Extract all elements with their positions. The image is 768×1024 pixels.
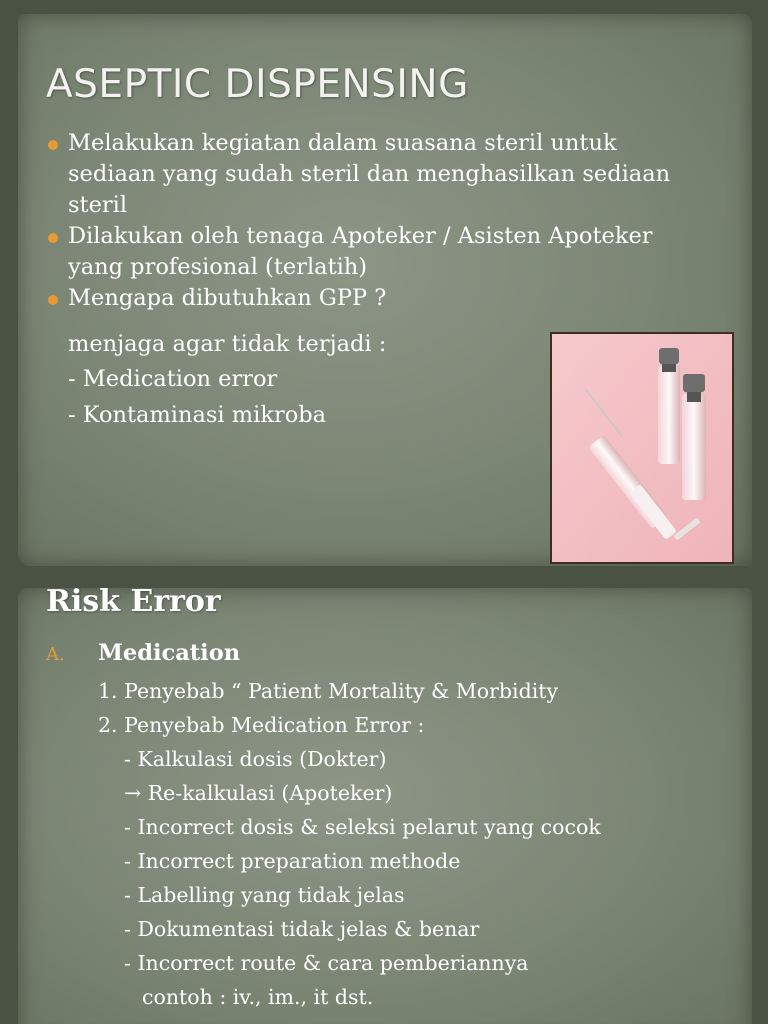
bullet-dot-icon xyxy=(48,295,58,305)
detail-line: contoh : iv., im., it dst. xyxy=(142,985,374,1009)
bullet-dot-icon xyxy=(48,140,58,150)
bullet-line: steril xyxy=(68,192,128,218)
list-marker: A. xyxy=(46,644,65,665)
detail-line: - Incorrect route & cara pemberiannya xyxy=(124,951,529,975)
detail-line: → Re-kalkulasi (Apoteker) xyxy=(124,781,393,805)
slide-risk-error xyxy=(0,576,768,1024)
detail-line: - Dokumentasi tidak jelas & benar xyxy=(124,917,480,941)
bullet-dot-icon xyxy=(48,233,58,243)
plain-line: menjaga agar tidak terjadi : xyxy=(68,331,387,357)
bullet-line: yang profesional (terlatih) xyxy=(68,254,368,280)
slide-title: ASEPTIC DISPENSING xyxy=(46,62,469,107)
bullet-list xyxy=(68,128,728,314)
detail-line: - Incorrect dosis & seleksi pelarut yang cocok xyxy=(124,815,601,839)
bullet-item xyxy=(68,283,728,314)
bullet-item xyxy=(68,128,728,221)
bullet-line: Mengapa dibutuhkan GPP ? xyxy=(68,285,387,311)
detail-line: - Labelling yang tidak jelas xyxy=(124,883,405,907)
bullet-item xyxy=(68,221,728,283)
bullet-line: Melakukan kegiatan dalam suasana steril untuk xyxy=(68,130,617,156)
slide-title: Risk Error xyxy=(46,584,221,619)
section-heading: Medication xyxy=(98,640,241,666)
plain-line: - Kontaminasi mikroba xyxy=(68,402,327,428)
detail-line: 2. Penyebab Medication Error : xyxy=(98,713,425,737)
bullet-line: Dilakukan oleh tenaga Apoteker / Asisten Apoteker xyxy=(68,223,653,249)
vials-and-syringe-photo xyxy=(550,332,734,564)
detail-line: - Incorrect preparation methode xyxy=(124,849,461,873)
detail-line: - Kalkulasi dosis (Dokter) xyxy=(124,747,387,771)
detail-line: 1. Penyebab “ Patient Mortality & Morbidity xyxy=(98,679,559,703)
bullet-line: sediaan yang sudah steril dan menghasilkan sediaan xyxy=(68,161,671,187)
plain-line: - Medication error xyxy=(68,366,278,392)
